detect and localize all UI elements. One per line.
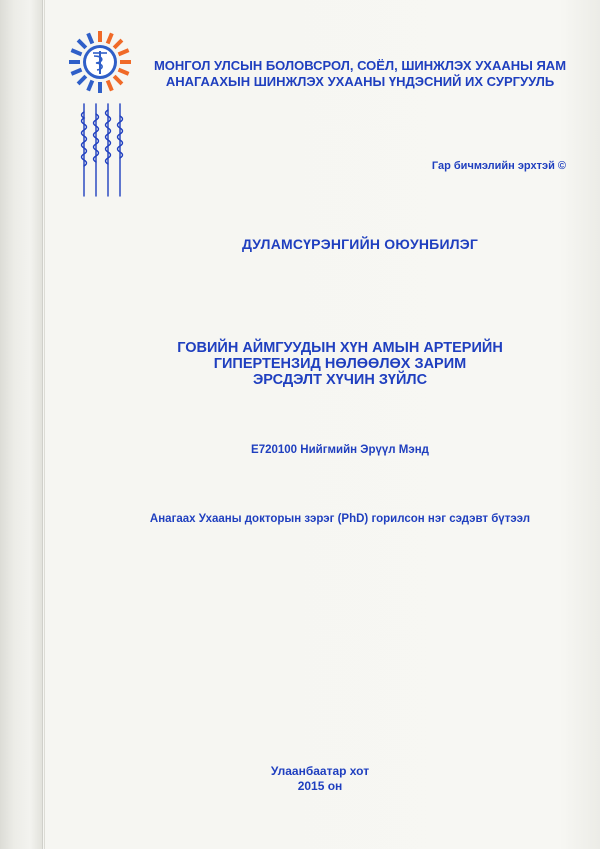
mongolian-script-logo (74, 100, 134, 200)
degree-statement: Анагаах Ухааны докторын зэрэг (PhD) горилсон нэг сэдэвт бүтээл (149, 513, 531, 525)
title-line-2: ГИПЕРТЕНЗИД НӨЛӨӨЛӨХ ЗАРИМ (213, 356, 467, 372)
city: Улаанбаатар хот (270, 764, 370, 778)
title-line-3: ЭРСДЭЛТ ХҮЧИН ЗҮЙЛС (252, 372, 428, 388)
title-line-1: ГОВИЙН АЙМГУУДЫН ХҮН АМЫН АРТЕРИЙН (177, 340, 503, 356)
spine-edge-line (44, 0, 45, 849)
year: 2015 он (297, 779, 343, 793)
dissertation-title (120, 340, 560, 388)
book-spine (0, 0, 43, 849)
ministry-university-header (150, 58, 570, 90)
specialty-code: E720100 Нийгмийн Эрүүл Мэнд (251, 444, 429, 456)
ministry-name: МОНГОЛ УЛСЫН БОЛОВСРОЛ, СОЁЛ, ШИНЖЛЭХ УХААНЫ ЯАМ (153, 58, 567, 73)
university-name: АНАГААХЫН ШИНЖЛЭХ УХААНЫ ҮНДЭСНИЙ ИХ СУРГУУЛЬ (165, 74, 555, 89)
copyright-notice: Гар бичмэлийн эрхтэй © (431, 160, 566, 172)
place-and-year (220, 764, 420, 794)
author-name: ДУЛАМСҮРЭНГИЙН ОЮУНБИЛЭГ (241, 236, 479, 252)
university-emblem-icon (68, 30, 132, 94)
